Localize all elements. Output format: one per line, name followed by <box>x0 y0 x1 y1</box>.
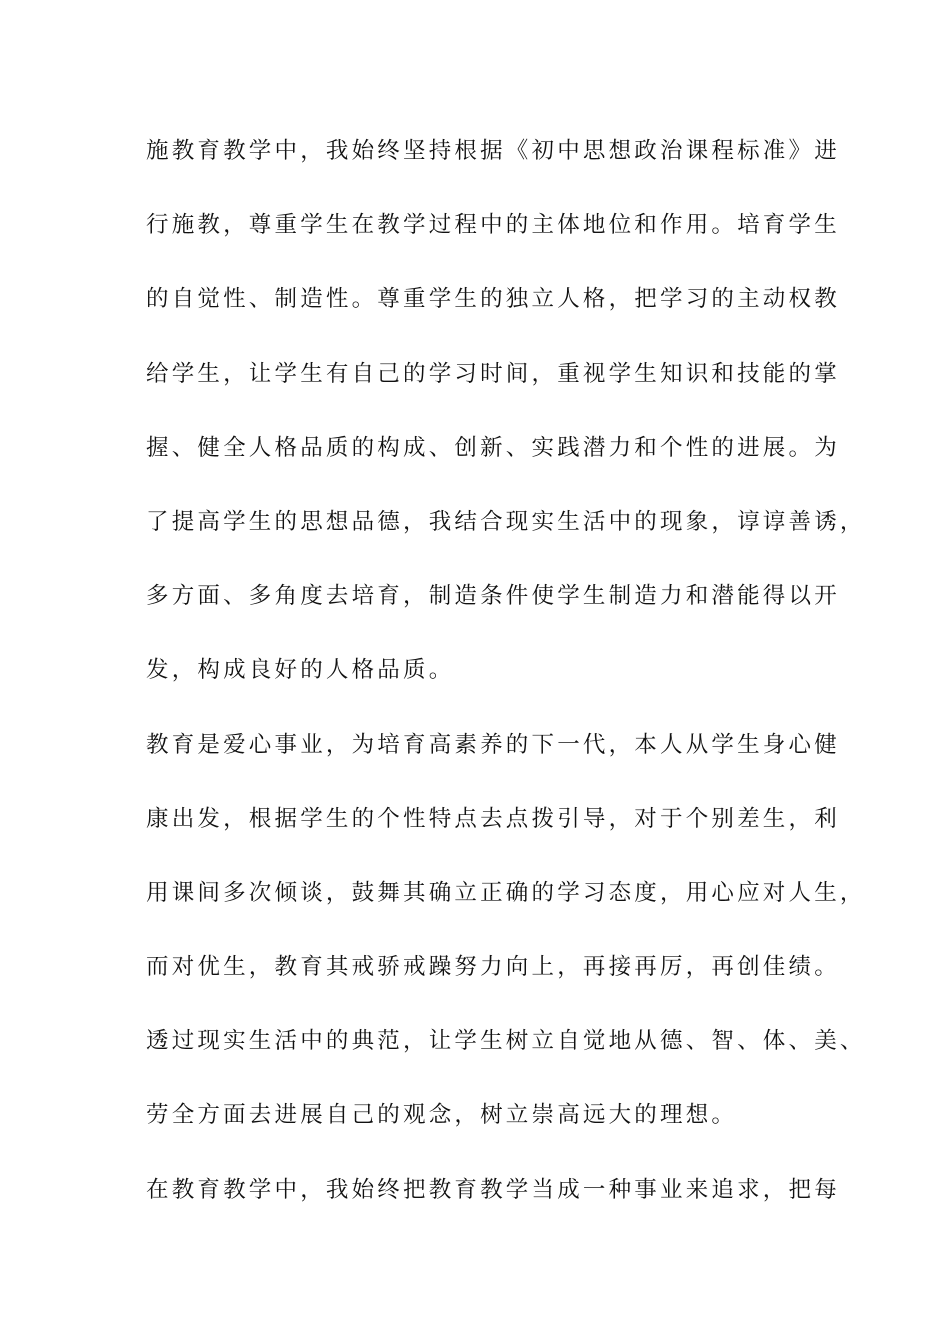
text-line: 教育是爱心事业，为培育高素养的下一代，本人从学生身心健 <box>146 731 840 758</box>
text-line: 透过现实生活中的典范，让学生树立自觉地从德、智、体、美、 <box>146 1028 866 1055</box>
text-line: 劳全方面去进展自己的观念，树立崇高远大的理想。 <box>146 1102 738 1129</box>
text-line: 发，构成良好的人格品质。 <box>146 657 455 684</box>
text-line: 康出发，根据学生的个性特点去点拨引导，对于个别差生，利 <box>146 805 840 832</box>
text-line: 给学生，让学生有自己的学习时间，重视学生知识和技能的掌 <box>146 360 840 387</box>
body-text <box>146 128 866 1241</box>
text-line: 而对优生，教育其戒骄戒躁努力向上，再接再厉，再创佳绩。 <box>146 954 840 981</box>
text-line: 的自觉性、制造性。尊重学生的独立人格，把学习的主动权教 <box>146 286 840 313</box>
text-line: 握、健全人格品质的构成、创新、实践潜力和个性的进展。为 <box>146 434 840 461</box>
text-line: 用课间多次倾谈，鼓舞其确立正确的学习态度，用心应对人生， <box>146 879 866 906</box>
text-line: 行施教，尊重学生在教学过程中的主体地位和作用。培育学生 <box>146 212 840 239</box>
text-line: 在教育教学中，我始终把教育教学当成一种事业来追求，把每 <box>146 1176 840 1203</box>
text-line: 了提高学生的思想品德，我结合现实生活中的现象，谆谆善诱， <box>146 508 866 535</box>
text-line: 施教育教学中，我始终坚持根据《初中思想政治课程标准》进 <box>146 138 840 164</box>
text-line: 多方面、多角度去培育，制造条件使学生制造力和潜能得以开 <box>146 583 840 610</box>
